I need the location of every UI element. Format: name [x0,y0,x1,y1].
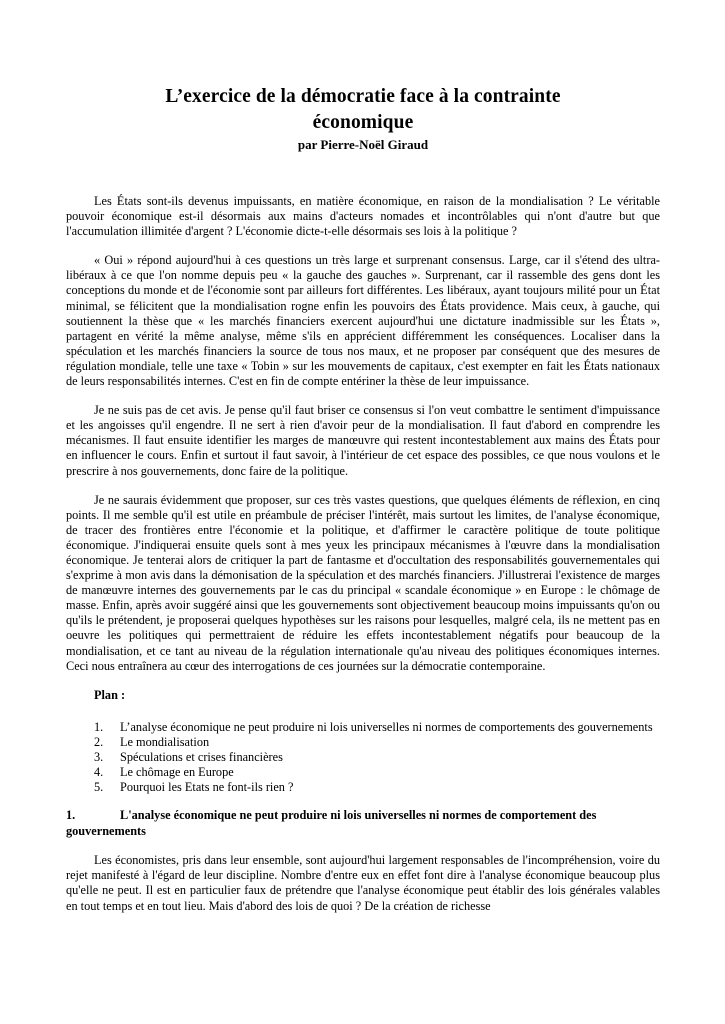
document-title [66,84,660,136]
section-1-number: 1. [66,808,76,823]
document-title-line1: L’exercice de la démocratie face à la contrainte [165,86,561,107]
plan-item-5-text: Pourquoi les Etats ne font-ils rien ? [120,780,294,795]
body-paragraph-3: Je ne suis pas de cet avis. Je pense qu'il faut briser ce consensus si l'on veut combattre le sentiment d'impuissance et les angoisses qu'il engendre. Il ne sert à rien d'avoir peur de la mondialisation. Il faut d'abord en comprendre les mécanismes. Il faut ensuite identifier les marges de manœuvre qui restent incontestablement aux mains des États pour en influencer le cours. Enfin et surtout il faut savoir, à l'intérieur de cet espace des possibles, ce que nous voulons et le prescrire à nos gouvernements, donc faire de la politique. [66,403,660,478]
body-paragraph-1: Les États sont-ils devenus impuissants, en matière économique, en raison de la mondialisation ? Le véritable pouvoir économique est-il désormais aux mains d'acteurs nomades et incontrôlables qui n'ont d'autre but que l'accumulation illimitée d'argent ? L'économie dicte-t-elle désormais ses lois à la politique ? [66,194,660,239]
plan-list [66,720,660,795]
plan-item-2-number: 2. [94,734,104,749]
plan-item-3 [66,750,660,765]
plan-item-2 [66,735,660,750]
document-author: par Pierre-Noël Giraud [297,137,429,152]
section-1-heading [66,808,660,839]
plan-item-5-number: 5. [94,780,104,795]
plan-item-4 [66,765,660,780]
plan-label: Plan : [94,687,126,702]
section-1-heading-line1: L'analyse économique ne peut produire ni lois universelles ni normes de comportement des [120,808,597,823]
plan-item-5 [66,780,660,795]
plan-item-2-text: Le mondialisation [120,734,210,749]
plan-item-3-text: Spéculations et crises financières [120,750,283,764]
closing-paragraph: Les économistes, pris dans leur ensemble, sont aujourd'hui largement responsables de l'incompréhension, voire du rejet manifesté à l'égard de leur discipline. Nombre d'entre eux en effet font dire à l'analyse économique beaucoup plus qu'elle ne peut. Il est en particulier faux de prétendre que l'analyse économique peut établir des lois générales valables en tout temps et en tout lieu. Mais d'abord des lois de quoi ? De la création de richesse [66,853,660,913]
body-paragraph-2: « Oui » répond aujourd'hui à ces questions un très large et surprenant consensus. Large, car il s'étend des ultra-libéraux à ce que l'on nomme depuis peu « la gauche des gauches ». Surprenant, car il rassemble des gens dont les conceptions du monde et de l'économie sont par ailleurs fort différentes. Les libéraux, ayant toujours milité pour un État minimal, se félicitent que la mondialisation rogne enfin les pouvoirs des États providence. Mais ceux, à gauche, qui soutiennent la thèse que « les marchés financiers exercent aujourd'hui une dictature inadmissible sur les États », partagent en vérité la même analyse, même s'ils en apprécient différemment les conséquences. Localiser dans la spéculation et les marchés financiers la source de tous nos maux, et ne proposer par conséquent que des mesures de régulation mondiale, telle une taxe « Tobin » sur les mouvements de capitaux, c'est exempter en fait les États nationaux de leurs responsabilités internes. C'est en fin de compte entériner la thèse de leur impuissance. [66,253,660,389]
plan-item-3-number: 3. [94,750,104,764]
document-title-line2: économique [312,112,414,133]
body-paragraph-4: Je ne saurais évidemment que proposer, sur ces très vastes questions, que quelques éléments de réflexion, en cinq points. Il me semble qu'il est utile en préambule de préciser l'intérêt, mais surtout les limites, de l'analyse économique, de tracer des frontières entre l'économie et la politique, et d'affirmer le caractère politique de toute politique économique. J'indiquerai ensuite quels sont à mes yeux les principaux mécanismes à l'œuvre dans la mondialisation économique. Je tenterai alors de critiquer la part de fantasme et d'occultation des responsabilités gouvernementales qui s'exprime à mon avis dans la démonisation de la spéculation et des marchés financiers. J'illustrerai l'existence de marges de manœuvre internes des gouvernements par le cas du principal « scandale économique » en Europe : le chômage de masse. Enfin, après avoir suggéré ainsi que les gouvernements sont objectivement beaucoup moins impuissants qu'on ou qu'ils le prétendent, je proposerai quelques hypothèses sur les raisons pour lesquelles, malgré cela, ils ne mettent pas en oeuvre les politiques qui permettraient de réduire les effets incontestablement négatifs pour beaucoup de la mondialisation, et ce tant au niveau de la régulation internationale qu'au niveau des politiques économiques internes. Ceci nous entraînera au cœur des interrogations de ces journées sur la démocratie contemporaine. [66,492,660,673]
plan-item-1-text: L’analyse économique ne peut produire ni lois universelles ni normes de comportements des gouvernements [120,719,653,734]
plan-item-4-text: Le chômage en Europe [120,765,234,780]
section-1-heading-line2: gouvernements [66,823,146,838]
plan-item-1-number: 1. [94,719,104,734]
plan-item-1 [66,720,660,735]
plan-item-4-number: 4. [94,765,104,780]
